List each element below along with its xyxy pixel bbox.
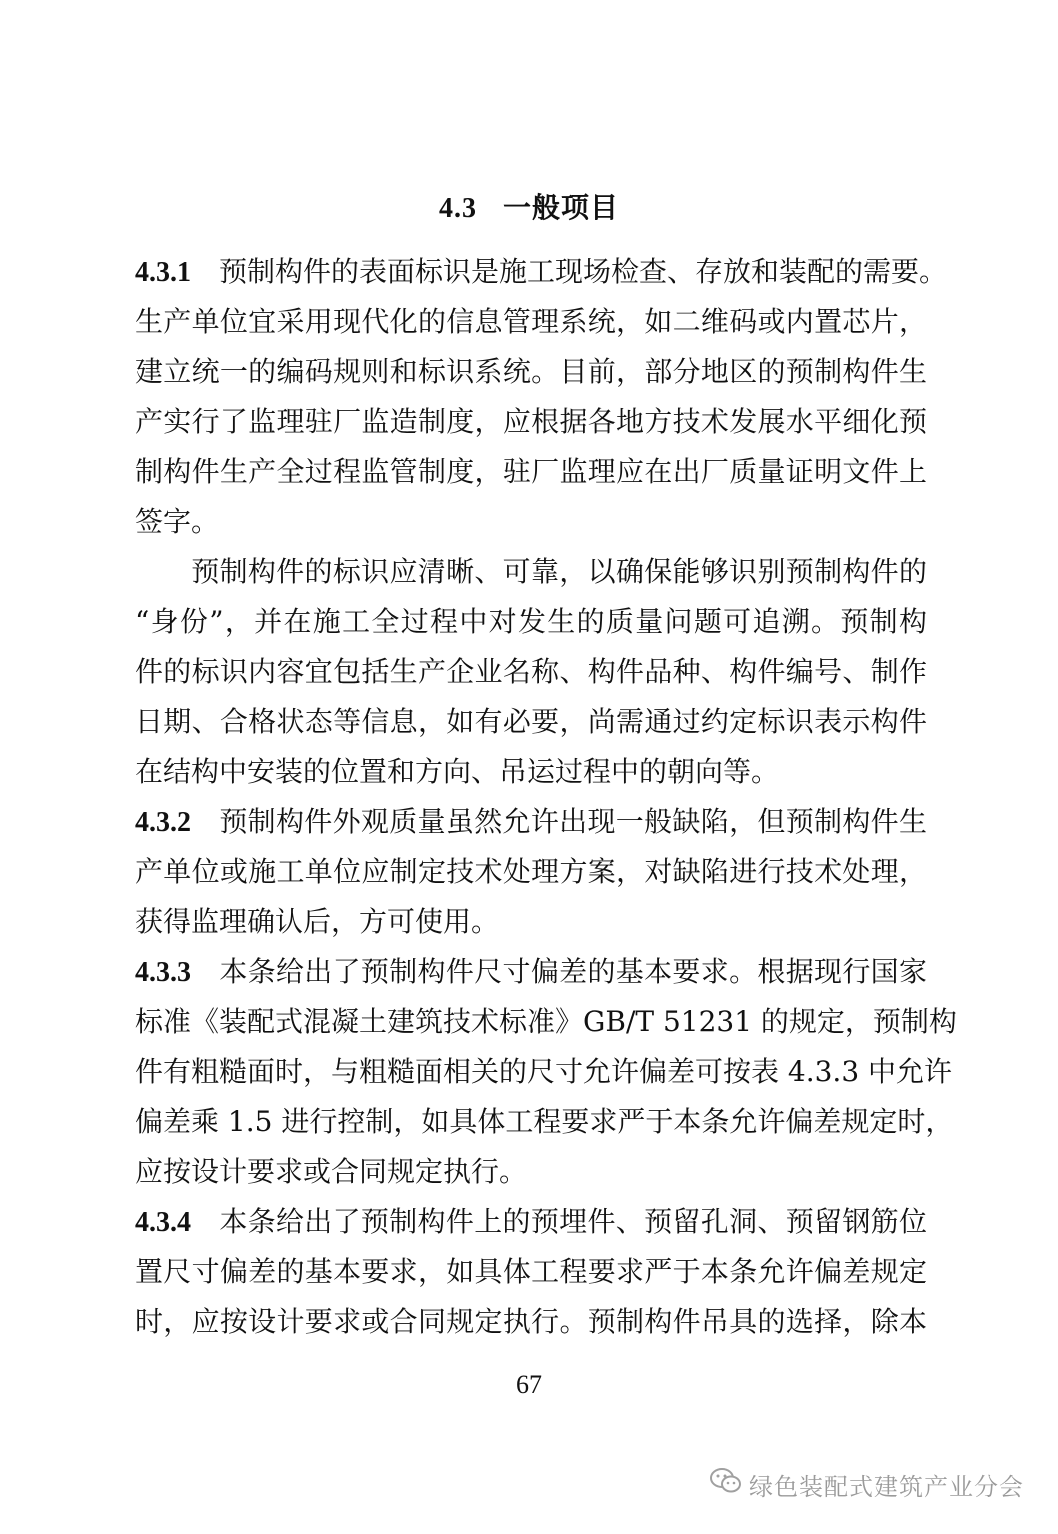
- watermark-text: 绿色装配式建筑产业分会: [749, 1472, 1024, 1501]
- text-line: 制构件生产全过程监管制度，驻厂监理应在出厂质量证明文件上: [135, 455, 927, 488]
- clause-4-3-3-line: [135, 952, 927, 1002]
- body-text: [135, 252, 957, 1352]
- clause-number: 4.3.4: [135, 1207, 191, 1238]
- clause-number: 4.3.3: [135, 957, 191, 988]
- text-line: 应按设计要求或合同规定执行。: [135, 1155, 528, 1188]
- text-line: 建立统一的编码规则和标识系统。目前，部分地区的预制构件生: [135, 355, 927, 388]
- watermark: [709, 1466, 1024, 1502]
- text-line: 时，应按设计要求或合同规定执行。预制构件吊具的选择，除本: [135, 1305, 927, 1338]
- section-number: 4.3: [438, 193, 477, 224]
- text-line: 获得监理确认后，方可使用。: [135, 905, 500, 938]
- wechat-icon: [709, 1466, 749, 1502]
- text-line: 件有粗糙面时，与粗糙面相关的尺寸允许偏差可按表 4.3.3 中允许: [135, 1055, 953, 1088]
- text-line: 产实行了监理驻厂监造制度，应根据各地方技术发展水平细化预: [135, 405, 927, 438]
- text-line: 标准《装配式混凝土建筑技术标准》GB/T 51231 的规定，预制构: [135, 1005, 957, 1038]
- indented-paragraph-line: [135, 552, 927, 602]
- text-line: 在结构中安装的位置和方向、吊运过程中的朝向等。: [135, 755, 780, 788]
- text-line: 签字。: [135, 505, 220, 538]
- text-line: 预制构件外观质量虽然允许出现一般缺陷，但预制构件生: [219, 805, 927, 838]
- text-line: 本条给出了预制构件尺寸偏差的基本要求。根据现行国家: [219, 955, 927, 988]
- text-line: 置尺寸偏差的基本要求，如具体工程要求严于本条允许偏差规定: [135, 1255, 927, 1288]
- clause-number: 4.3.2: [135, 807, 191, 838]
- text-line: 生产单位宜采用现代化的信息管理系统，如二维码或内置芯片，: [135, 305, 927, 338]
- section-title: [0, 186, 1058, 226]
- section-title-text: 一般项目: [502, 191, 619, 224]
- text-line: 日期、合格状态等信息，如有必要，尚需通过约定标识表示构件: [135, 705, 927, 738]
- text-line: 件的标识内容宜包括生产企业名称、构件品种、构件编号、制作: [135, 655, 927, 688]
- text-line: 偏差乘 1.5 进行控制，如具体工程要求严于本条允许偏差规定时，: [135, 1105, 954, 1138]
- page-number: 67: [516, 1370, 542, 1399]
- text-line: 本条给出了预制构件上的预埋件、预留孔洞、预留钢筋位: [219, 1205, 927, 1238]
- text-line: 预制构件的表面标识是施工现场检查、存放和装配的需要。: [219, 255, 948, 288]
- clause-4-3-4-line: [135, 1202, 927, 1252]
- clause-4-3-2-line: [135, 802, 927, 852]
- clause-number: 4.3.1: [135, 257, 191, 288]
- text-line: “身份”，并在施工全过程中对发生的质量问题可追溯。预制构: [135, 605, 927, 638]
- text-line: 预制构件的标识应清晰、可靠，以确保能够识别预制构件的: [191, 555, 927, 588]
- text-line: 产单位或施工单位应制定技术处理方案，对缺陷进行技术处理，: [135, 855, 927, 888]
- clause-4-3-1-line: [135, 252, 948, 302]
